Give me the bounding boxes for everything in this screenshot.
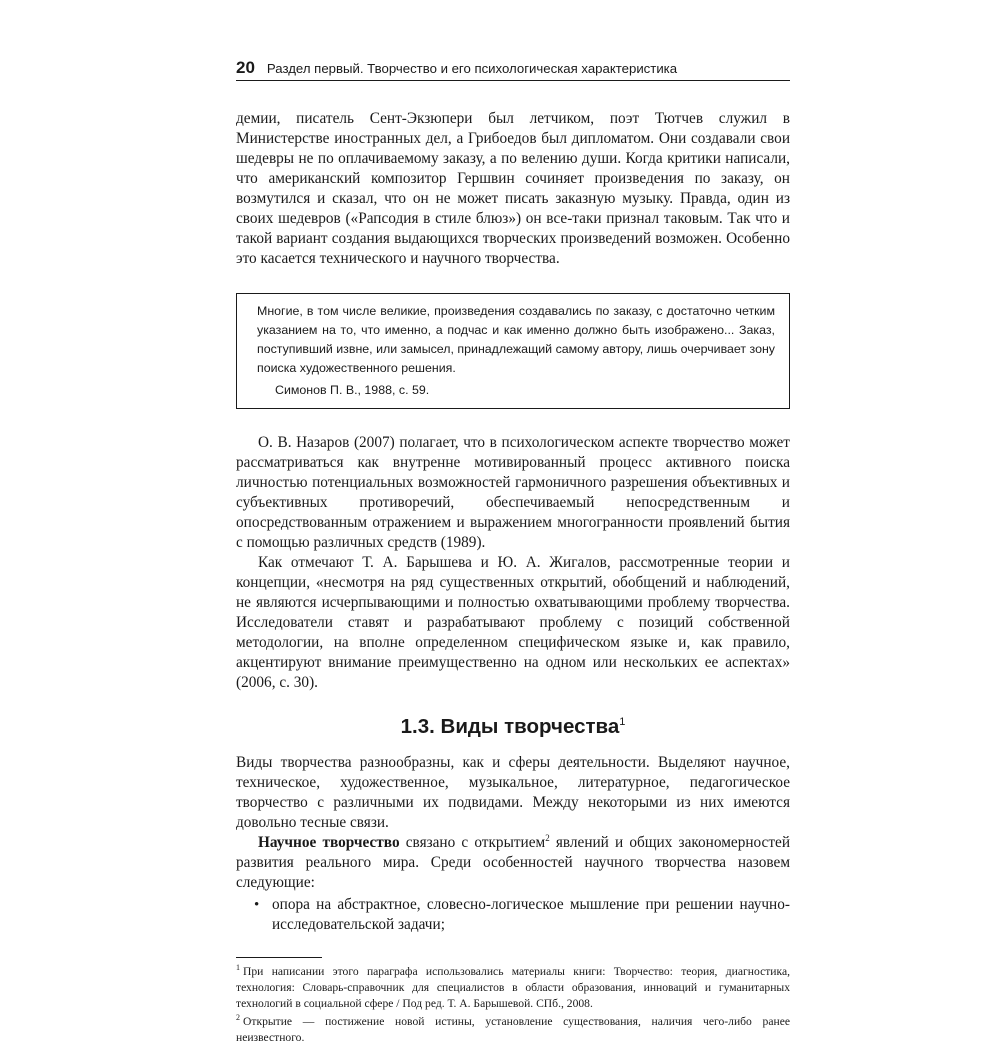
list-item-text: опора на абстрактное, словесно-логическое мышление при решении научно-исследовательской задачи; (272, 896, 790, 933)
footnote-1-mark: 1 (236, 963, 240, 973)
footnote-ref-2: 2 (545, 832, 550, 843)
bullet-icon: • (254, 897, 260, 913)
section-heading-text: 1.3. Виды творчества (400, 715, 620, 738)
footnote-2-mark: 2 (236, 1013, 240, 1023)
running-header-title: Раздел первый. Творчество и его психологическая характеристика (266, 61, 678, 76)
footnote-2-text: Открытие — постижение новой истины, установление существования, наличия чего-либо ранее неизвестного. (236, 1015, 790, 1044)
footnote-divider (236, 957, 322, 958)
quote-box (236, 293, 790, 409)
section-heading (236, 715, 790, 739)
section-heading-footnote-mark: 1 (619, 716, 626, 729)
page-number: 20 (236, 58, 255, 77)
paragraph-scientific (236, 833, 790, 893)
quote-source: Симонов П. В., 1988, с. 59. (275, 383, 430, 397)
paragraph-scientific-text-a: связано с открытием (399, 834, 546, 851)
term-scientific-creativity: Научное творчество (258, 834, 400, 851)
paragraph-barysheva: Как отмечают Т. А. Барышева и Ю. А. Жигалов, рассмотренные теории и концепции, «несмотря на ряд существенных открытий, обобщений и наблюдений, не являются исчерпывающими и полностью охватывающими проблему творчества. Исследователи ставят и разрабатывают проблему с позиций собственной методологии, на вполне определенном специфическом языке и, как правило, акцентируют внимание преимущественно на одном или нескольких ее аспектах» (2006, с. 30). (236, 554, 790, 691)
footnote-1-text: При написании этого параграфа использовались материалы книги: Творчество: теория, диагностика, технология: Словарь-справочник для специалистов в области образования, инноваций и гуманитарных технологий в социальной сфере / Под ред. Т. А. Барышевой. СПб., 2008. (236, 965, 790, 1010)
quote-text: Многие, в том числе великие, произведения создавались по заказу, с достаточно четким указанием на то, что именно, а подчас и как именно должно быть изображено... Заказ, поступивший извне, или замысел, принадлежащий самому автору, лишь очерчивает зону поиска художественного решения. (257, 304, 775, 375)
paragraph-types-intro: Виды творчества разнообразны, как и сферы деятельности. Выделяют научное, техническое, художественное, музыкальное, литературное, педагогическое творчество с различными их подвидами. Между некоторыми из них имеются довольно тесные связи. (236, 754, 790, 831)
list-item (254, 895, 790, 935)
footnote-2 (236, 1014, 790, 1046)
paragraph-continuation: демии, писатель Сент-Экзюпери был летчиком, поэт Тютчев служил в Министерстве иностранных дел, а Грибоедов был дипломатом. Они создавали свои шедевры не по оплачиваемому заказу, а по велению души. Когда критики написали, что американский композитор Гершвин сочиняет произведения по заказу, он возмутился и сказал, что он не может писать заказную музыку. Правда, один из своих шедевров («Рапсодия в стиле блюз») он все-таки признал таковым. Так что и такой вариант создания выдающихся творческих произведений возможен. Особенно это касается технического и научного творчества. (236, 110, 790, 267)
paragraph-nazarov: О. В. Назаров (2007) полагает, что в психологическом аспекте творчество может рассматриваться как внутренне мотивированный процесс активного поиска личностью потенциальных возможностей гармоничного разрешения объективных и субъективных противоречий, обеспечиваемый непосредственным и опосредствованным отражением и выражением многогранности проявлений бытия с помощью различных средств (1989). (236, 434, 790, 551)
book-page (236, 58, 790, 1046)
paragraph-scientific-text-b: явлений и общих закономерностей развития реального мира. Среди особенностей научного творчества назовем следующие: (236, 834, 791, 891)
footnote-1 (236, 964, 790, 1012)
features-list (236, 895, 790, 935)
running-header (236, 58, 790, 81)
